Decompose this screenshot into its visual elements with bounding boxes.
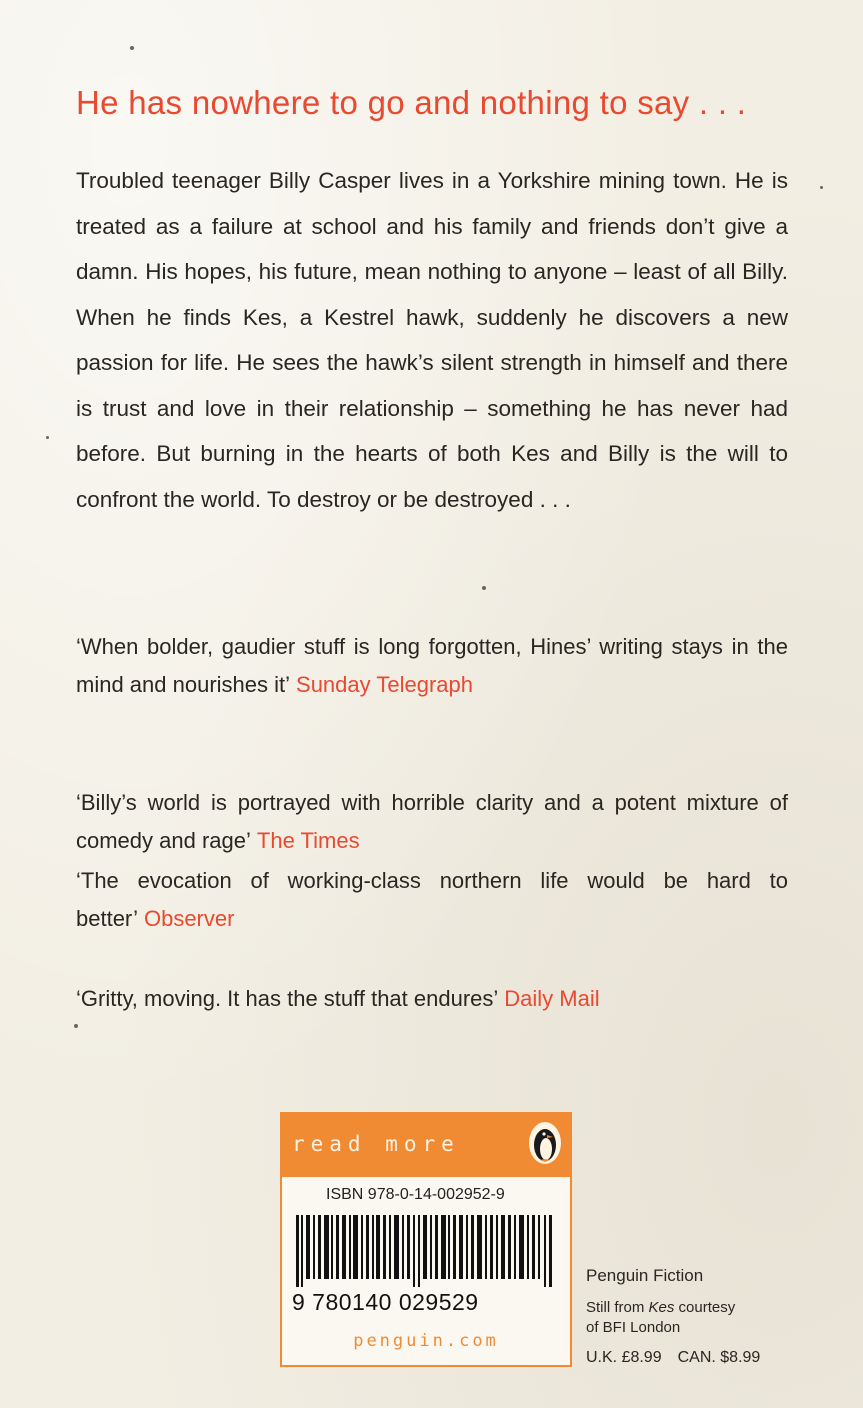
imprint-label: Penguin Fiction bbox=[586, 1266, 704, 1285]
headline: He has nowhere to go and nothing to say . . . bbox=[76, 84, 747, 121]
review-quote bbox=[76, 784, 788, 860]
quote-text: ‘The evocation of working-class northern life would be hard to better’ bbox=[76, 868, 788, 931]
paper-speck bbox=[820, 186, 823, 189]
paper-speck bbox=[46, 436, 49, 439]
review-quote bbox=[76, 980, 788, 1018]
read-more-banner bbox=[280, 1112, 572, 1175]
quote-source: Daily Mail bbox=[504, 986, 600, 1011]
quote-text: ‘When bolder, gaudier stuff is long forgotten, Hines’ writing stays in the mind and nourishes it’ bbox=[76, 634, 788, 697]
still-credit-line2: of BFI London bbox=[586, 1319, 681, 1336]
price-uk: U.K. £8.99 bbox=[586, 1349, 662, 1366]
barcode-icon bbox=[296, 1215, 556, 1287]
isbn-number: ISBN 978-0-14-002952-9 bbox=[326, 1186, 505, 1203]
penguin-logo-icon bbox=[528, 1121, 562, 1165]
price-can: CAN. $8.99 bbox=[677, 1349, 761, 1366]
paper-speck bbox=[74, 1024, 78, 1028]
still-credit-pre: Still from bbox=[586, 1299, 649, 1316]
quote-text: ‘Gritty, moving. It has the stuff that endures’ bbox=[76, 986, 499, 1011]
paper-speck bbox=[130, 46, 134, 50]
website-url: penguin.com bbox=[353, 1331, 499, 1351]
barcode-panel bbox=[280, 1175, 572, 1367]
paper-speck bbox=[482, 586, 486, 590]
still-credit-title: Kes bbox=[648, 1299, 675, 1316]
still-credit bbox=[586, 1298, 735, 1338]
quote-text: ‘Billy’s world is portrayed with horrible clarity and a potent mixture of comedy and rage’ bbox=[76, 790, 788, 853]
barcode-digits: 9 780140 029529 bbox=[292, 1289, 479, 1315]
still-credit-post: courtesy bbox=[674, 1299, 736, 1316]
blurb-paragraph: Troubled teenager Billy Casper lives in a Yorkshire mining town. He is treated as a failure at school and his family and friends don’t give a damn. His hopes, his future, mean nothing to anyone – least of all Billy. When he finds Kes, a Kestrel hawk, suddenly he discovers a new passion for life. He sees the hawk’s silent strength in himself and there is trust and love in their relationship – something he has never had before. But burning in the hearts of both Kes and Billy is the will to confront the world. To destroy or be destroyed . . . bbox=[76, 168, 788, 512]
review-quote bbox=[76, 862, 788, 938]
read-more-label: read more bbox=[292, 1131, 460, 1156]
quote-source: Observer bbox=[143, 906, 235, 931]
quote-source: Sunday Telegraph bbox=[296, 672, 473, 697]
review-quote bbox=[76, 628, 788, 704]
quote-source: The Times bbox=[256, 828, 360, 853]
price-line bbox=[586, 1349, 760, 1367]
